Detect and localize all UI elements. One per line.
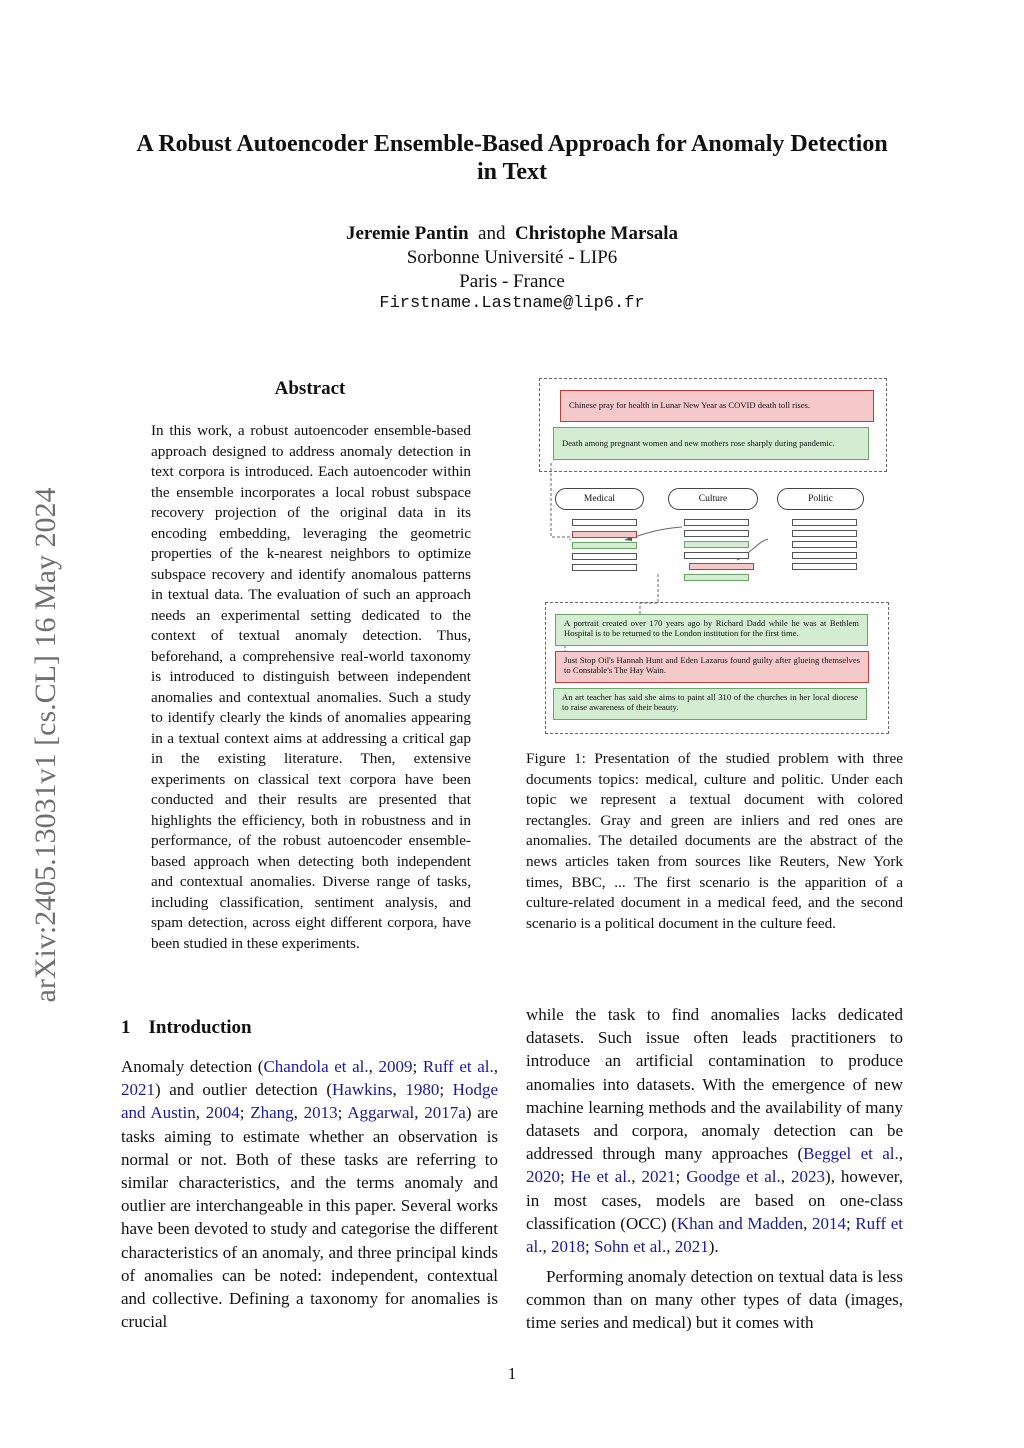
citation-link[interactable]: He et al.: [570, 1167, 632, 1187]
citation-link[interactable]: Goodge et al.: [686, 1167, 781, 1187]
politic-inlier-bar: [792, 563, 857, 570]
culture-anomaly-bar: [689, 563, 754, 570]
medical-inlier-bar: [572, 519, 637, 526]
authors: [100, 222, 924, 246]
citation-link[interactable]: 2020: [526, 1167, 560, 1187]
medical-inlier-bar: [572, 553, 637, 560]
topic-medical: Medical: [555, 488, 644, 510]
citation-link[interactable]: Zhang: [250, 1103, 294, 1123]
citation-link[interactable]: Ruff et al.: [422, 1057, 494, 1076]
topic-culture: Culture: [668, 488, 758, 510]
medical-anomaly-bar: [572, 531, 637, 538]
arxiv-stamp: arXiv:2405.13031v1 [cs.CL] 16 May 2024: [29, 487, 62, 1003]
citation-link[interactable]: 2021: [121, 1080, 155, 1100]
affiliation: Sorbonne Université - LIP6: [406, 247, 618, 268]
citation-link[interactable]: 2021: [641, 1167, 676, 1187]
anomaly-document-covid: Chinese pray for health in Lunar New Year as COVID death toll rises.: [560, 390, 874, 422]
citation-link[interactable]: Sohn et al.: [594, 1237, 667, 1257]
figure-caption: Figure 1: Presentation of the studied problem with three documents topics: medical, culture and politic. Under each topic we represent a textual document with colored rectangles. Gray and green are inliers and red ones are anomalies. The detailed documents are the abstract of the news articles taken from sources like Reuters, New York times, BBC, ... The first scenario is the apparition of a culture-related document in a medical feed, and the second scenario is a political document in the culture feed.: [526, 750, 903, 932]
anomaly-document-just-stop-oil: Just Stop Oil's Hannah Hunt and Eden Lazarus found guilty after glueing themselves to Constable's The Hay Wain.: [555, 651, 869, 683]
figure-1: [537, 377, 889, 735]
title-line-2: in Text: [476, 159, 548, 185]
citation-link[interactable]: Chandola et al.: [263, 1057, 369, 1076]
culture-inlier-bar: [684, 530, 749, 537]
citation-link[interactable]: 2013: [303, 1103, 338, 1123]
citation-link[interactable]: 2014: [811, 1213, 846, 1233]
culture-inlier-bar: [684, 552, 749, 559]
inlier-document-portrait: A portrait created over 170 years ago by Richard Dadd while he was at Bethlem Hospital is to be returned to the London institution for the first time.: [555, 614, 868, 646]
citation-link[interactable]: Aggarwal: [347, 1103, 415, 1123]
citation-link[interactable]: Hodge and Austin: [121, 1080, 498, 1123]
page-number: 1: [507, 1364, 517, 1383]
citation-link[interactable]: Beggel et al.: [803, 1144, 899, 1164]
citation-link[interactable]: Ruff et al.: [526, 1213, 904, 1257]
citation-link[interactable]: 1980: [405, 1080, 440, 1100]
topic-politic: Politic: [777, 488, 864, 510]
citation-link[interactable]: Hawkins: [332, 1080, 393, 1100]
inlier-document-art-teacher: An art teacher has said she aims to paint all 310 of the churches in her local diocese to raise awareness of their beauty.: [553, 688, 867, 720]
citation-link[interactable]: 2009: [378, 1057, 413, 1076]
abstract-text: In this work, a robust autoencoder ensemble-based approach designed to address anomaly detection in text corpora is introduced. Each autoencoder within the ensemble incorporates a local robust subspace recovery projection of the original data in its encoding embedding, leveraging the geometric properties of the k-nearest neighbors to optimize subspace recovery and identify anomalous patterns in textual data. The evaluation of such an approach needs an experimental setting dedicated to the context of textual anomaly detection. Thus, beforehand, a comprehensive real-world taxonomy is introduced to distinguish between independent anomalies and contextual anomalies. Such a study to identify clearly the kinds of anomalies appearing in a textual context aims at addressing a critical gap in the existing literature. Then, extensive experiments on classical text corpora have been conducted and their results are presented that highlights the efficiency, both in robustness and in performance, of the robust autoencoder ensemble-based approach when detecting both independent and contextual anomalies. Diverse range of tasks, including classification, sentiment analysis, and spam detection, across eight different corpora, have been studied in these experiments.: [151, 422, 471, 952]
citation-link[interactable]: 2021: [674, 1237, 709, 1257]
culture-inlier-bar: [684, 541, 749, 548]
culture-inlier-bar: [684, 574, 749, 581]
inlier-document-pandemic: Death among pregnant women and new mothers rose sharply during pandemic.: [553, 427, 869, 460]
politic-inlier-bar: [792, 530, 857, 537]
citation-link[interactable]: 2017a: [424, 1103, 466, 1123]
author-2: Christophe Marsala: [514, 223, 679, 244]
right-column-paragraph-2: Performing anomaly detection on textual data is less common than on many other types of data (images, time series and medical) but it comes with: [526, 1267, 903, 1333]
citation-link[interactable]: 2023: [791, 1167, 826, 1187]
politic-inlier-bar: [792, 541, 857, 548]
author-1: Jeremie Pantin: [345, 223, 469, 244]
medical-inlier-bar: [572, 564, 637, 571]
culture-inlier-bar: [684, 519, 749, 526]
right-column-paragraph: while the task to find anomalies lacks dedicated datasets. Such issue often leads practitioners to introduce an artificial contamination to produce anomalies into datasets. With the emergence of new machine learning methods and the availability of many datasets and corpora, anomaly detection can be addressed through many approaches (Beggel et al., 2020; He et al., 2021; Goodge et al., 2023), however, in most cases, models are based on one-class classification (OCC) (Khan and Madden, 2014; Ruff et al., 2018; Sohn et al., 2021).: [526, 1005, 904, 1257]
abstract-heading: Abstract: [274, 378, 346, 399]
author-conjunction: and: [478, 223, 506, 244]
citation-link[interactable]: Khan and Madden: [676, 1213, 804, 1233]
paper-title: [100, 130, 924, 186]
politic-inlier-bar: [792, 552, 857, 559]
politic-inlier-bar: [792, 519, 857, 526]
section-number: 1: [121, 1017, 131, 1038]
location: Paris - France: [459, 271, 565, 292]
email: Firstname.Lastname@lip6.fr: [379, 294, 645, 313]
section-heading: [121, 1017, 252, 1039]
section-title: Introduction: [148, 1017, 252, 1038]
medical-inlier-bar: [572, 542, 637, 549]
intro-paragraph: Anomaly detection (Chandola et al., 2009; Ruff et al., 2021) and outlier detection (Hawkins, 1980; Hodge and Austin, 2004; Zhang, 2013; Aggarwal, 2017a) are tasks aiming to estimate whether an observation is normal or not. Both of these tasks are referring to similar characteristics, and the terms anomaly and outlier are interchangeable in this paper. Several works have been devoted to study and categorise the different characteristics of an anomaly, and three principal kinds of anomalies can be noted: independent, contextual and collective. Defining a taxonomy for anomalies is crucial: [121, 1057, 498, 1332]
citation-link[interactable]: 2018: [551, 1237, 586, 1257]
title-line-1: A Robust Autoencoder Ensemble-Based Approach for Anomaly Detection: [136, 131, 888, 157]
citation-link[interactable]: 2004: [205, 1103, 240, 1123]
